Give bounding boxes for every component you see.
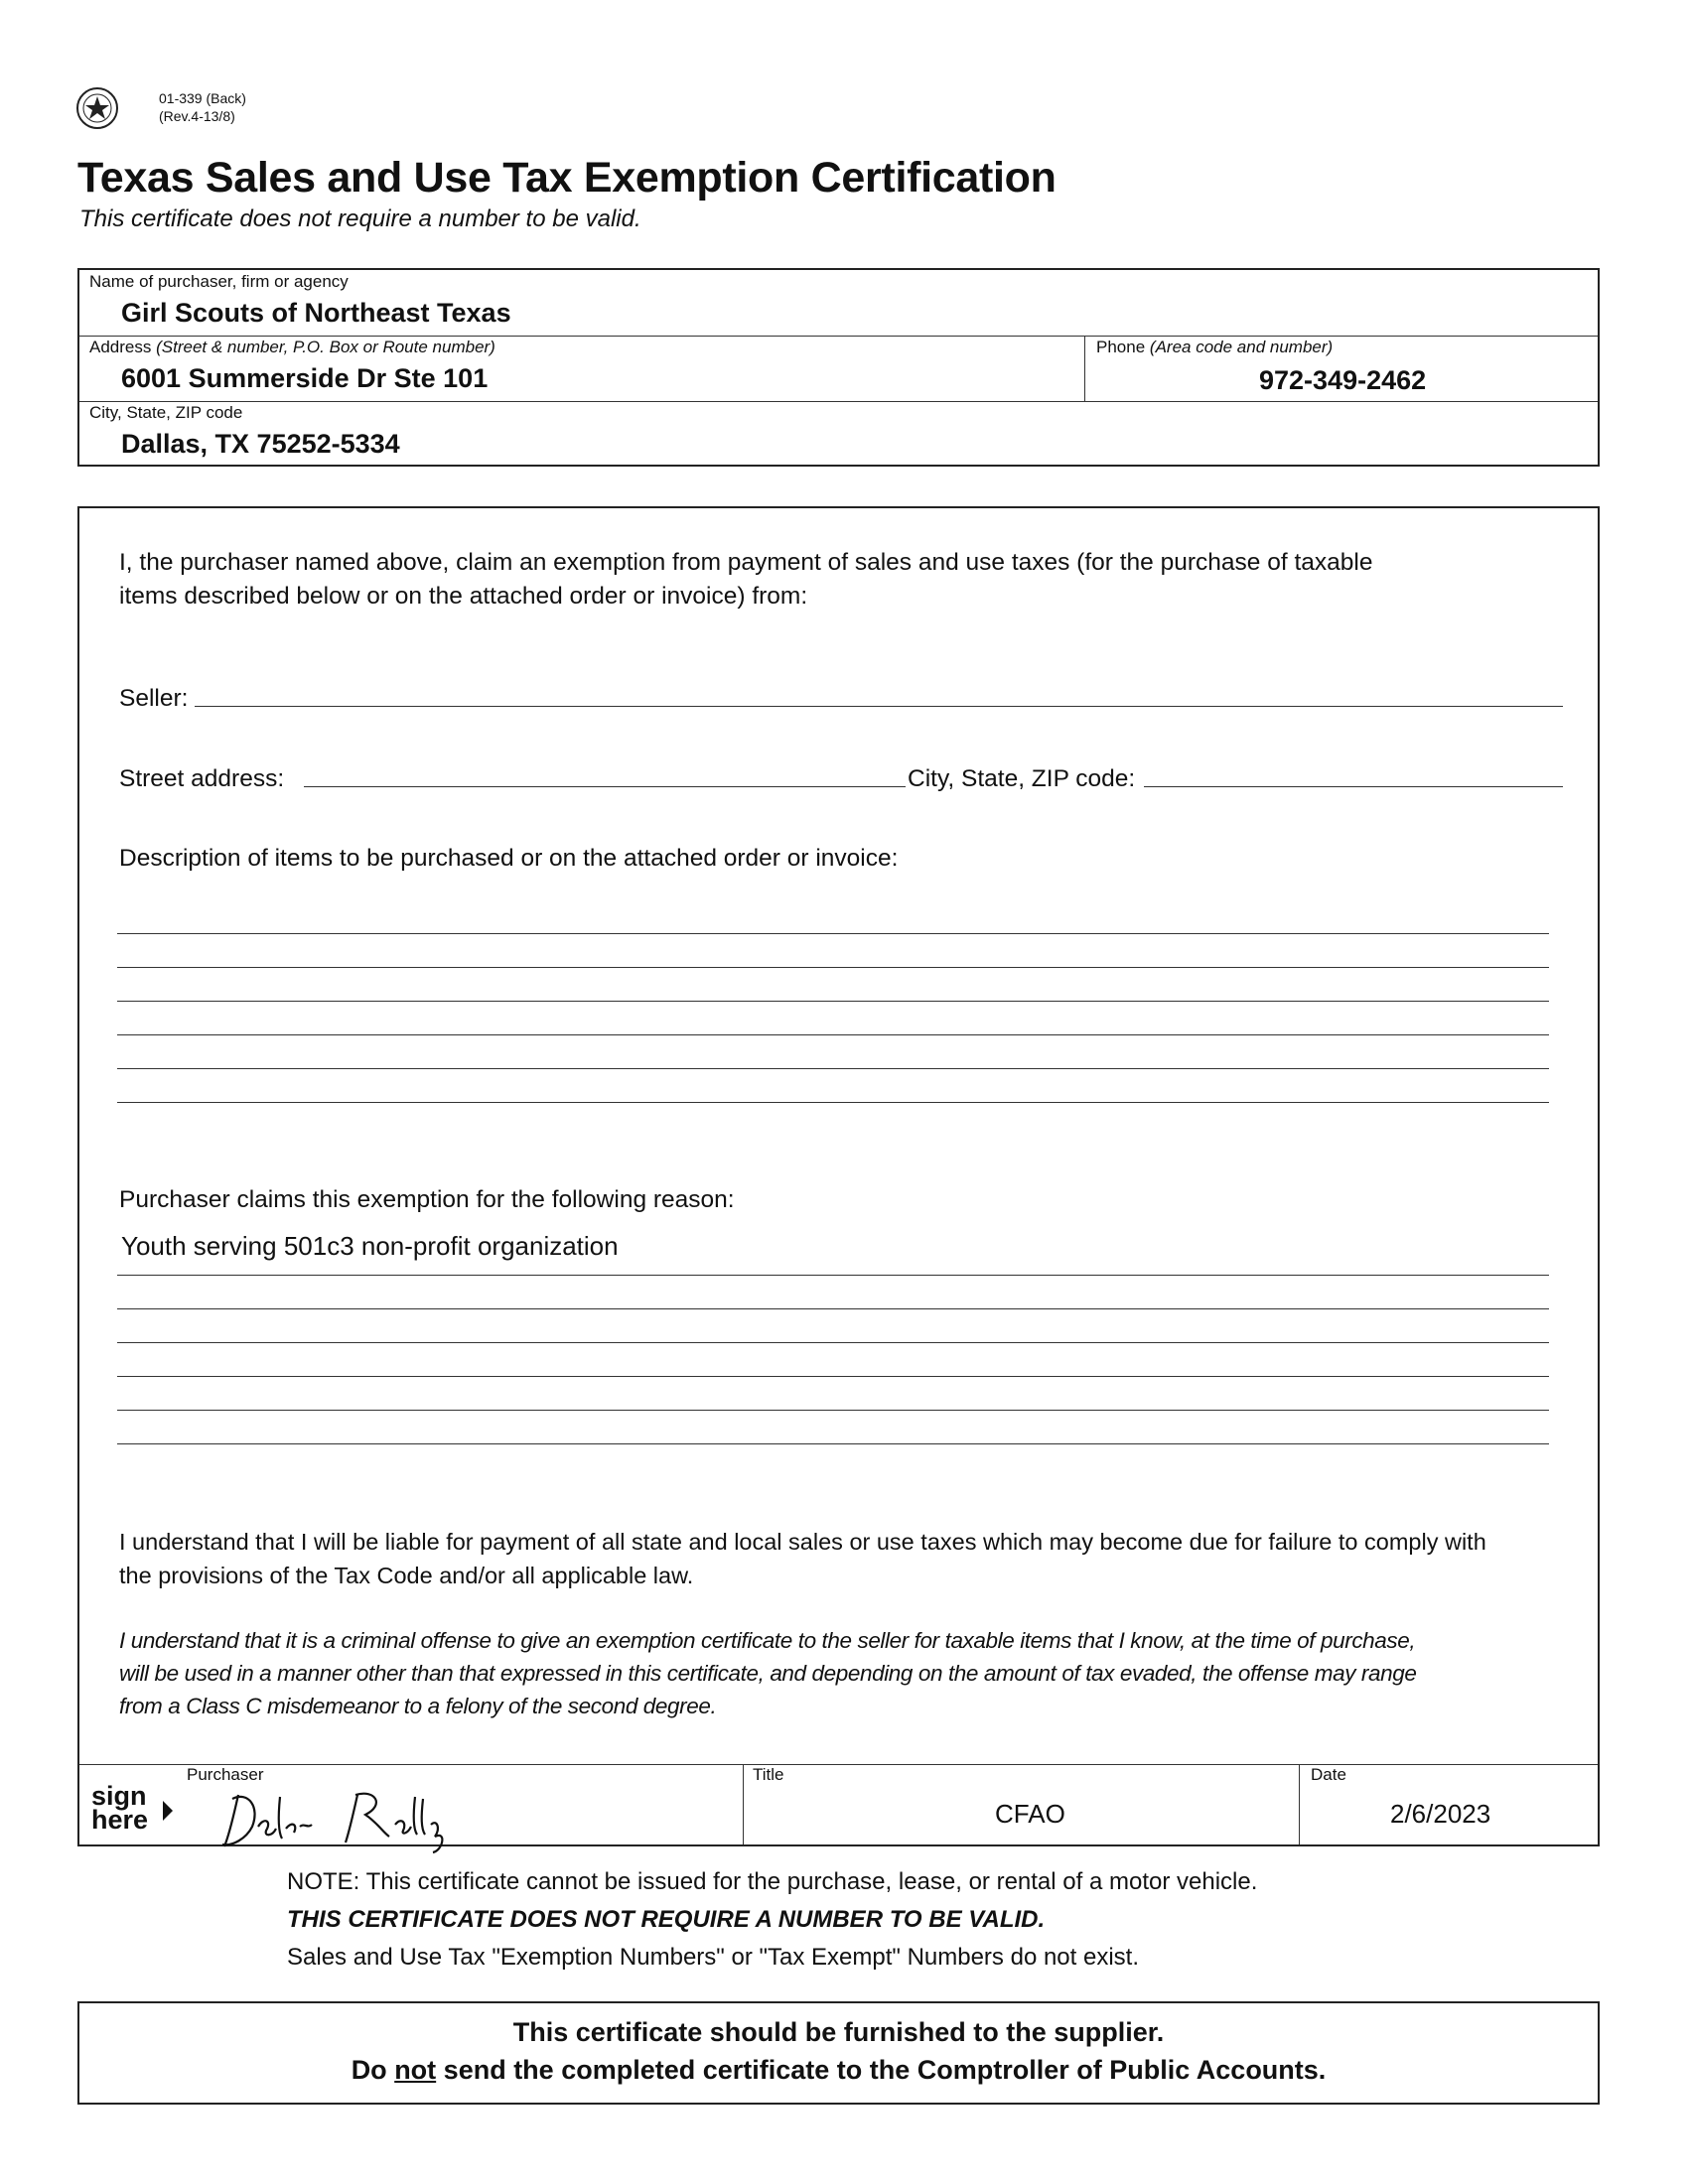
- purchaser-city-field[interactable]: Dallas, TX 75252-5334: [121, 429, 400, 459]
- reason-line[interactable]: [117, 1342, 1549, 1343]
- footer-line-1: This certificate should be furnished to the supplier.: [512, 2017, 1165, 2047]
- comptroller-seal-icon: [75, 86, 119, 130]
- date-field[interactable]: 2/6/2023: [1390, 1799, 1491, 1829]
- sign-arrow-icon: [163, 1801, 173, 1821]
- claim-line-1: I, the purchaser named above, claim an exemption from payment of sales and use taxes (for the purchase of taxable: [119, 549, 1373, 576]
- reason-line[interactable]: [117, 1275, 1549, 1276]
- purchaser-address-field[interactable]: 6001 Summerside Dr Ste 101: [121, 363, 489, 393]
- description-line[interactable]: [117, 967, 1549, 968]
- seller-label: Seller:: [119, 685, 189, 712]
- purchaser-name-label: Name of purchaser, firm or agency: [89, 272, 349, 291]
- form-revision: (Rev.4-13/8): [159, 108, 235, 124]
- description-line[interactable]: [117, 1102, 1549, 1103]
- note-no-number: THIS CERTIFICATE DOES NOT REQUIRE A NUMBER TO BE VALID.: [287, 1906, 1046, 1933]
- address-label: Address (Street & number, P.O. Box or Route number): [89, 338, 495, 356]
- description-line[interactable]: [117, 933, 1549, 934]
- form-number: 01-339 (Back): [159, 90, 246, 106]
- footer-line-2: Do not send the completed certificate to the Comptroller of Public Accounts.: [351, 2055, 1327, 2085]
- page-title: Texas Sales and Use Tax Exemption Certification: [77, 154, 1057, 202]
- street-address-label: Street address:: [119, 765, 285, 792]
- footer-box: [77, 2001, 1600, 2105]
- liability-line-1: I understand that I will be liable for payment of all state and local sales or use taxes which may become due for failure to comply with: [119, 1529, 1486, 1555]
- purchaser-signature-label: Purchaser: [187, 1765, 264, 1784]
- reason-label: Purchaser claims this exemption for the following reason:: [119, 1186, 735, 1213]
- reason-field[interactable]: Youth serving 501c3 non-profit organization: [121, 1231, 619, 1261]
- criminal-offense-line-3: from a Class C misdemeanor to a felony of the second degree.: [119, 1694, 717, 1718]
- liability-line-2: the provisions of the Tax Code and/or all applicable law.: [119, 1563, 694, 1588]
- reason-line[interactable]: [117, 1376, 1549, 1377]
- criminal-offense-line-2: will be used in a manner other than that expressed in this certificate, and depending on the amount of tax evaded, the offense may range: [119, 1661, 1417, 1686]
- seller-city-field[interactable]: [1144, 786, 1563, 787]
- sign-here-label: sign here: [91, 1781, 149, 1835]
- description-line[interactable]: [117, 1001, 1549, 1002]
- title-label: Title: [753, 1765, 784, 1784]
- claim-line-2: items described below or on the attached order or invoice) from:: [119, 583, 808, 610]
- phone-label: Phone (Area code and number): [1096, 338, 1334, 356]
- note-motor-vehicle: NOTE: This certificate cannot be issued for the purchase, lease, or rental of a motor vehicle.: [287, 1868, 1258, 1895]
- description-line[interactable]: [117, 1034, 1549, 1035]
- seller-field[interactable]: [195, 706, 1563, 707]
- page-subtitle: This certificate does not require a number to be valid.: [79, 205, 641, 232]
- description-line[interactable]: [117, 1068, 1549, 1069]
- seller-city-label: City, State, ZIP code:: [908, 765, 1136, 792]
- city-label: City, State, ZIP code: [89, 403, 243, 422]
- exemption-claim-box: [77, 506, 1600, 1846]
- purchaser-signature[interactable]: [209, 1777, 546, 1856]
- reason-line[interactable]: [117, 1443, 1549, 1444]
- purchaser-phone-field[interactable]: 972-349-2462: [1259, 365, 1427, 395]
- form-meta: [121, 89, 246, 125]
- date-label: Date: [1311, 1765, 1346, 1784]
- street-address-field[interactable]: [304, 786, 906, 787]
- reason-line[interactable]: [117, 1410, 1549, 1411]
- title-field[interactable]: CFAO: [995, 1799, 1065, 1829]
- reason-line[interactable]: [117, 1308, 1549, 1309]
- note-exemption-numbers: Sales and Use Tax "Exemption Numbers" or "Tax Exempt" Numbers do not exist.: [287, 1944, 1139, 1971]
- criminal-offense-line-1: I understand that it is a criminal offense to give an exemption certificate to the seller for taxable items that I know, at the time of purchase,: [119, 1628, 1416, 1653]
- description-label: Description of items to be purchased or on the attached order or invoice:: [119, 845, 899, 872]
- purchaser-info-box: [77, 268, 1600, 467]
- purchaser-name-field[interactable]: Girl Scouts of Northeast Texas: [121, 298, 511, 328]
